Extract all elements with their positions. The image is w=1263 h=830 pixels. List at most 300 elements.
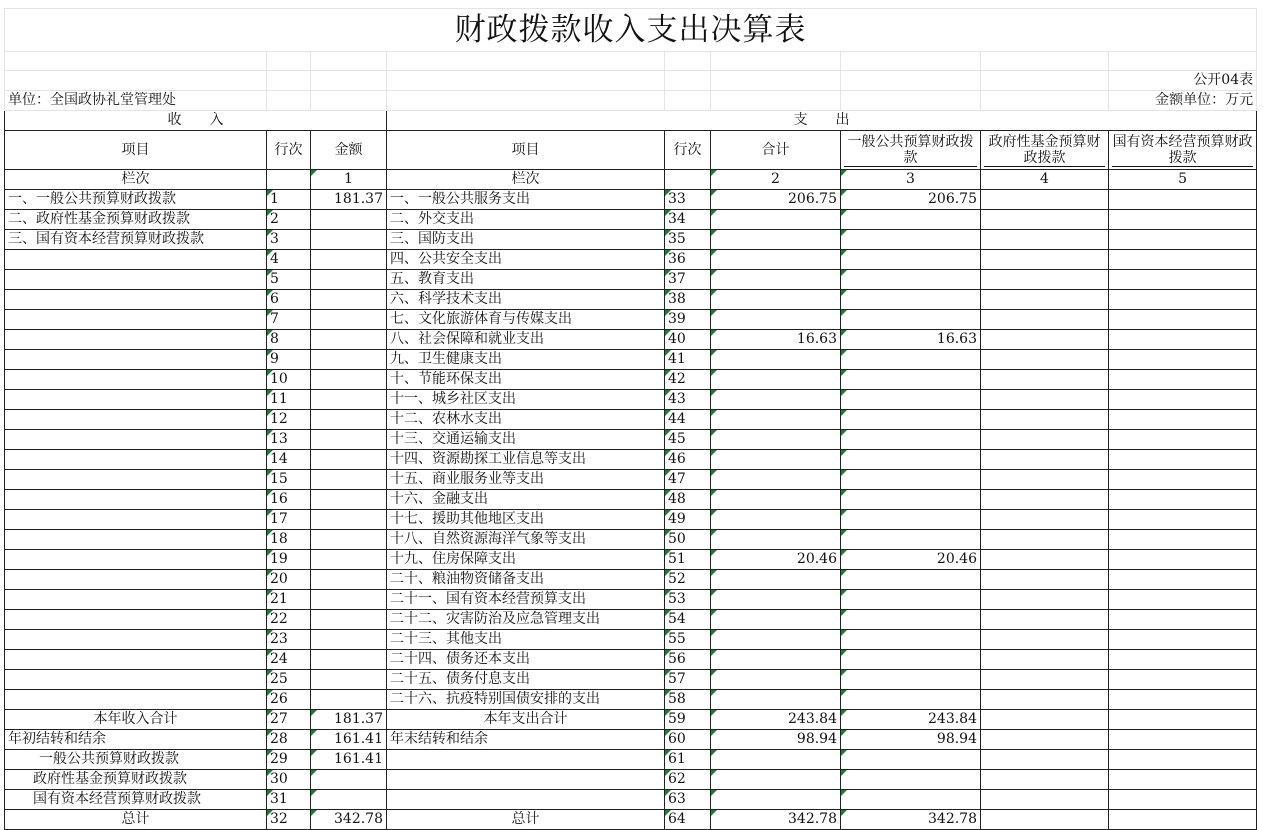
- expense-state-capital: [1109, 490, 1257, 510]
- expense-state-capital: [1109, 470, 1257, 490]
- income-item: [5, 630, 267, 650]
- expense-fund-budget: [981, 530, 1109, 550]
- expense-state-capital: [1109, 710, 1257, 730]
- expense-row-no: 45: [665, 430, 711, 450]
- table-row: [5, 630, 1257, 650]
- expense-fund-budget: [981, 690, 1109, 710]
- expense-fund-budget: [981, 750, 1109, 770]
- expense-state-capital: [1109, 450, 1257, 470]
- income-item: 二、政府性基金预算财政拨款: [5, 210, 267, 230]
- income-item: [5, 310, 267, 330]
- expense-total: 342.78: [711, 810, 841, 830]
- expense-fund-budget: [981, 410, 1109, 430]
- income-amount: [311, 650, 387, 670]
- page-title: 财政拨款收入支出决算表: [5, 9, 1257, 52]
- expense-row-no: 57: [665, 670, 711, 690]
- expense-total: [711, 750, 841, 770]
- table-row: [5, 570, 1257, 590]
- expense-item: 十三、交通运输支出: [387, 430, 665, 450]
- table-row: [5, 370, 1257, 390]
- expense-fund-budget: [981, 510, 1109, 530]
- expense-state-capital: [1109, 310, 1257, 330]
- income-item: [5, 250, 267, 270]
- expense-item: [387, 790, 665, 810]
- expense-item: 年末结转和结余: [387, 730, 665, 750]
- income-item: [5, 490, 267, 510]
- expense-fund-budget: [981, 270, 1109, 290]
- expense-item: 本年支出合计: [387, 710, 665, 730]
- fiscal-table: [4, 8, 1257, 830]
- income-row-no: 11: [267, 390, 311, 410]
- income-amount: [311, 770, 387, 790]
- income-row-no: 17: [267, 510, 311, 530]
- income-item: [5, 650, 267, 670]
- income-item: [5, 610, 267, 630]
- income-item: [5, 530, 267, 550]
- expense-row-no: 61: [665, 750, 711, 770]
- expense-state-capital: [1109, 790, 1257, 810]
- expense-item: 九、卫生健康支出: [387, 350, 665, 370]
- expense-state-capital: [1109, 650, 1257, 670]
- income-item: [5, 390, 267, 410]
- expense-total: [711, 510, 841, 530]
- table-row: [5, 230, 1257, 250]
- col-index-5: 5: [1109, 170, 1257, 190]
- expense-row-no: 50: [665, 530, 711, 550]
- income-amount: [311, 670, 387, 690]
- table-row: [5, 390, 1257, 410]
- expense-state-capital: [1109, 550, 1257, 570]
- expense-total: [711, 610, 841, 630]
- income-amount: [311, 390, 387, 410]
- income-item: [5, 450, 267, 470]
- income-row-no: 2: [267, 210, 311, 230]
- expense-state-capital: [1109, 690, 1257, 710]
- expense-item: 十五、商业服务业等支出: [387, 470, 665, 490]
- income-amount: [311, 410, 387, 430]
- expense-item: 十二、农林水支出: [387, 410, 665, 430]
- expense-state-capital: [1109, 350, 1257, 370]
- expense-item: 十六、金融支出: [387, 490, 665, 510]
- expense-item: [387, 750, 665, 770]
- expense-fund-budget: [981, 790, 1109, 810]
- income-item: [5, 290, 267, 310]
- income-amount: [311, 610, 387, 630]
- table-row: [5, 210, 1257, 230]
- expense-total: [711, 530, 841, 550]
- expense-general-budget: [841, 610, 981, 630]
- expense-item: 五、教育支出: [387, 270, 665, 290]
- table-row: [5, 610, 1257, 630]
- exp-col-label: 栏次: [387, 170, 665, 190]
- table-row: [5, 410, 1257, 430]
- fund-budget-header: 政府性基金预算财政拨款: [981, 131, 1109, 170]
- expense-row-no: 39: [665, 310, 711, 330]
- table-row: [5, 670, 1257, 690]
- expense-general-budget: [841, 770, 981, 790]
- expense-total: [711, 490, 841, 510]
- state-capital-header: 国有资本经营预算财政拨款: [1109, 131, 1257, 170]
- expense-state-capital: [1109, 390, 1257, 410]
- expense-row-no: 64: [665, 810, 711, 830]
- expense-row-no: 48: [665, 490, 711, 510]
- income-row-no: 9: [267, 350, 311, 370]
- table-row: [5, 730, 1257, 750]
- expense-row-no: 60: [665, 730, 711, 750]
- income-row-no-header: 行次: [267, 131, 311, 170]
- income-amount: 161.41: [311, 730, 387, 750]
- income-amount: [311, 450, 387, 470]
- income-row-no: 22: [267, 610, 311, 630]
- expense-state-capital: [1109, 270, 1257, 290]
- expense-state-capital: [1109, 250, 1257, 270]
- expense-general-budget: 20.46: [841, 550, 981, 570]
- expense-general-budget: [841, 230, 981, 250]
- income-row-no: 7: [267, 310, 311, 330]
- expense-general-budget: 16.63: [841, 330, 981, 350]
- expense-row-no: 53: [665, 590, 711, 610]
- expense-total: [711, 430, 841, 450]
- expense-general-budget: [841, 370, 981, 390]
- table-row: [5, 330, 1257, 350]
- expense-general-budget: [841, 410, 981, 430]
- col-index-1: 1: [311, 170, 387, 190]
- expense-row-no: 38: [665, 290, 711, 310]
- expense-total: 16.63: [711, 330, 841, 350]
- expense-fund-budget: [981, 490, 1109, 510]
- expense-total: [711, 370, 841, 390]
- income-amount: [311, 290, 387, 310]
- expense-general-budget: [841, 790, 981, 810]
- expense-fund-budget: [981, 390, 1109, 410]
- income-row-no: 28: [267, 730, 311, 750]
- income-amount: [311, 370, 387, 390]
- table-row: [5, 470, 1257, 490]
- expense-total: [711, 210, 841, 230]
- expense-item: 二十一、国有资本经营预算支出: [387, 590, 665, 610]
- expense-item: 二十、粮油物资储备支出: [387, 570, 665, 590]
- expense-state-capital: [1109, 230, 1257, 250]
- income-amount: [311, 630, 387, 650]
- table-row: [5, 810, 1257, 830]
- expense-fund-budget: [981, 370, 1109, 390]
- expense-general-budget: 342.78: [841, 810, 981, 830]
- income-amount: [311, 590, 387, 610]
- table-row: [5, 250, 1257, 270]
- expense-row-no: 43: [665, 390, 711, 410]
- expense-row-no: 52: [665, 570, 711, 590]
- expense-state-capital: [1109, 630, 1257, 650]
- expense-general-budget: [841, 210, 981, 230]
- income-row-no: 19: [267, 550, 311, 570]
- table-row: [5, 350, 1257, 370]
- expense-item: 二十三、其他支出: [387, 630, 665, 650]
- expense-fund-budget: [981, 570, 1109, 590]
- expense-total: [711, 270, 841, 290]
- income-item: 一、一般公共预算财政拨款: [5, 190, 267, 210]
- income-row-no: 24: [267, 650, 311, 670]
- col-label: 栏次: [5, 170, 267, 190]
- income-amount: [311, 470, 387, 490]
- expense-state-capital: [1109, 570, 1257, 590]
- expense-fund-budget: [981, 210, 1109, 230]
- expense-total: 206.75: [711, 190, 841, 210]
- income-item: 政府性基金预算财政拨款: [5, 770, 267, 790]
- expense-row-no: 49: [665, 510, 711, 530]
- income-item: [5, 570, 267, 590]
- expense-general-budget: [841, 290, 981, 310]
- expense-total: [711, 650, 841, 670]
- table-row: [5, 190, 1257, 210]
- income-row-no: 12: [267, 410, 311, 430]
- income-amount: [311, 570, 387, 590]
- table-row: [5, 590, 1257, 610]
- income-row-no: 13: [267, 430, 311, 450]
- expense-general-budget: [841, 750, 981, 770]
- table-row: [5, 790, 1257, 810]
- expense-item: 二、外交支出: [387, 210, 665, 230]
- expense-fund-budget: [981, 330, 1109, 350]
- expense-row-no: 34: [665, 210, 711, 230]
- income-amount: [311, 490, 387, 510]
- expense-item: 总计: [387, 810, 665, 830]
- expense-state-capital: [1109, 410, 1257, 430]
- income-row-no: 4: [267, 250, 311, 270]
- expense-row-no: 47: [665, 470, 711, 490]
- expense-total: [711, 690, 841, 710]
- income-row-no: 27: [267, 710, 311, 730]
- expense-fund-budget: [981, 770, 1109, 790]
- income-amount: [311, 210, 387, 230]
- income-row-no: 29: [267, 750, 311, 770]
- expense-item: 二十五、债务付息支出: [387, 670, 665, 690]
- expense-total: [711, 670, 841, 690]
- income-row-no: 5: [267, 270, 311, 290]
- income-item: [5, 350, 267, 370]
- expense-item: 一、一般公共服务支出: [387, 190, 665, 210]
- table-row: [5, 430, 1257, 450]
- income-amount: [311, 430, 387, 450]
- table-row: [5, 750, 1257, 770]
- expense-total: [711, 450, 841, 470]
- income-amount: [311, 790, 387, 810]
- income-row-no: 10: [267, 370, 311, 390]
- expense-row-no: 54: [665, 610, 711, 630]
- income-row-no: 31: [267, 790, 311, 810]
- income-amount: [311, 530, 387, 550]
- income-item: [5, 670, 267, 690]
- expense-state-capital: [1109, 430, 1257, 450]
- income-amount: [311, 330, 387, 350]
- expense-row-no: 46: [665, 450, 711, 470]
- expense-general-budget: [841, 250, 981, 270]
- income-item: 总计: [5, 810, 267, 830]
- expense-item: 三、国防支出: [387, 230, 665, 250]
- expense-general-budget: 243.84: [841, 710, 981, 730]
- col-index-4: 4: [981, 170, 1109, 190]
- income-row-no: 14: [267, 450, 311, 470]
- table-number: 公开04表: [1109, 71, 1257, 91]
- expense-general-budget: [841, 450, 981, 470]
- expense-state-capital: [1109, 750, 1257, 770]
- expense-total: 98.94: [711, 730, 841, 750]
- expense-general-budget: [841, 430, 981, 450]
- income-amount: [311, 690, 387, 710]
- expense-row-no: 63: [665, 790, 711, 810]
- expense-fund-budget: [981, 290, 1109, 310]
- income-item: [5, 270, 267, 290]
- expense-general-budget: [841, 470, 981, 490]
- income-amount: 161.41: [311, 750, 387, 770]
- spacer-row: [5, 52, 1257, 71]
- expense-fund-budget: [981, 610, 1109, 630]
- expense-fund-budget: [981, 630, 1109, 650]
- expense-fund-budget: [981, 450, 1109, 470]
- income-item: [5, 470, 267, 490]
- income-item: 本年收入合计: [5, 710, 267, 730]
- expense-fund-budget: [981, 710, 1109, 730]
- expense-fund-budget: [981, 590, 1109, 610]
- expense-fund-budget: [981, 650, 1109, 670]
- expense-total: [711, 630, 841, 650]
- expense-row-no: 36: [665, 250, 711, 270]
- income-row-no: 20: [267, 570, 311, 590]
- income-row-no: 8: [267, 330, 311, 350]
- expense-total: [711, 250, 841, 270]
- expense-item: 十、节能环保支出: [387, 370, 665, 390]
- expense-item: 四、公共安全支出: [387, 250, 665, 270]
- expense-total: [711, 350, 841, 370]
- expense-general-budget: [841, 490, 981, 510]
- expense-state-capital: [1109, 210, 1257, 230]
- expense-fund-budget: [981, 730, 1109, 750]
- expense-row-no: 62: [665, 770, 711, 790]
- expense-row-no: 37: [665, 270, 711, 290]
- expense-item: 十一、城乡社区支出: [387, 390, 665, 410]
- expense-item: 十八、自然资源海洋气象等支出: [387, 530, 665, 550]
- income-item: [5, 590, 267, 610]
- expense-row-no-header: 行次: [665, 131, 711, 170]
- income-item: [5, 430, 267, 450]
- expense-row-no: 51: [665, 550, 711, 570]
- expense-total: [711, 570, 841, 590]
- income-row-no: 18: [267, 530, 311, 550]
- income-row-no: 32: [267, 810, 311, 830]
- expense-item: 十七、援助其他地区支出: [387, 510, 665, 530]
- income-amount: [311, 310, 387, 330]
- expense-general-budget: [841, 630, 981, 650]
- income-amount: 342.78: [311, 810, 387, 830]
- col-index-3: 3: [841, 170, 981, 190]
- income-row-no: 26: [267, 690, 311, 710]
- table-row: [5, 450, 1257, 470]
- expense-general-budget: [841, 530, 981, 550]
- expense-fund-budget: [981, 230, 1109, 250]
- expense-header: 支 出: [387, 111, 1257, 131]
- general-budget-header: 一般公共预算财政拨款: [841, 131, 981, 170]
- expense-state-capital: [1109, 330, 1257, 350]
- table-row: [5, 490, 1257, 510]
- expense-general-budget: [841, 310, 981, 330]
- expense-general-budget: [841, 350, 981, 370]
- expense-state-capital: [1109, 190, 1257, 210]
- expense-general-budget: [841, 690, 981, 710]
- expense-state-capital: [1109, 810, 1257, 830]
- expense-item: 八、社会保障和就业支出: [387, 330, 665, 350]
- expense-row-no: 56: [665, 650, 711, 670]
- expense-state-capital: [1109, 590, 1257, 610]
- income-amount: [311, 250, 387, 270]
- expense-general-budget: [841, 270, 981, 290]
- table-row: [5, 510, 1257, 530]
- income-item: [5, 510, 267, 530]
- column-index-row: [5, 170, 1257, 190]
- expense-state-capital: [1109, 670, 1257, 690]
- expense-fund-budget: [981, 810, 1109, 830]
- income-item: 一般公共预算财政拨款: [5, 750, 267, 770]
- income-row-no: 16: [267, 490, 311, 510]
- expense-general-budget: [841, 590, 981, 610]
- spreadsheet: [4, 8, 1256, 830]
- expense-item: 十九、住房保障支出: [387, 550, 665, 570]
- total-header: 合计: [711, 131, 841, 170]
- income-item: 三、国有资本经营预算财政拨款: [5, 230, 267, 250]
- expense-total: [711, 790, 841, 810]
- income-amount: [311, 350, 387, 370]
- table-row: [5, 310, 1257, 330]
- header-group-row: [5, 111, 1257, 131]
- expense-item: [387, 770, 665, 790]
- expense-fund-budget: [981, 310, 1109, 330]
- income-item: [5, 690, 267, 710]
- expense-state-capital: [1109, 290, 1257, 310]
- column-header-row: [5, 131, 1257, 170]
- expense-total: [711, 470, 841, 490]
- expense-row-no: 58: [665, 690, 711, 710]
- col-index-2: 2: [711, 170, 841, 190]
- expense-row-no: 44: [665, 410, 711, 430]
- income-item: [5, 370, 267, 390]
- expense-fund-budget: [981, 430, 1109, 450]
- expense-state-capital: [1109, 370, 1257, 390]
- expense-fund-budget: [981, 470, 1109, 490]
- expense-total: [711, 290, 841, 310]
- expense-item: 十四、资源勘探工业信息等支出: [387, 450, 665, 470]
- expense-general-budget: [841, 650, 981, 670]
- expense-total: [711, 770, 841, 790]
- income-row-no: 15: [267, 470, 311, 490]
- expense-item: 二十四、债务还本支出: [387, 650, 665, 670]
- expense-state-capital: [1109, 770, 1257, 790]
- income-amount: [311, 230, 387, 250]
- expense-state-capital: [1109, 610, 1257, 630]
- expense-row-no: 35: [665, 230, 711, 250]
- expense-general-budget: [841, 570, 981, 590]
- expense-fund-budget: [981, 550, 1109, 570]
- expense-general-budget: [841, 510, 981, 530]
- unit-row: [5, 91, 1257, 111]
- expense-state-capital: [1109, 530, 1257, 550]
- expense-fund-budget: [981, 670, 1109, 690]
- income-row-no: 23: [267, 630, 311, 650]
- expense-row-no: 55: [665, 630, 711, 650]
- income-header: 收 入: [5, 111, 387, 131]
- income-item: 国有资本经营预算财政拨款: [5, 790, 267, 810]
- table-row: [5, 650, 1257, 670]
- table-row: [5, 710, 1257, 730]
- expense-fund-budget: [981, 350, 1109, 370]
- expense-item: 六、科学技术支出: [387, 290, 665, 310]
